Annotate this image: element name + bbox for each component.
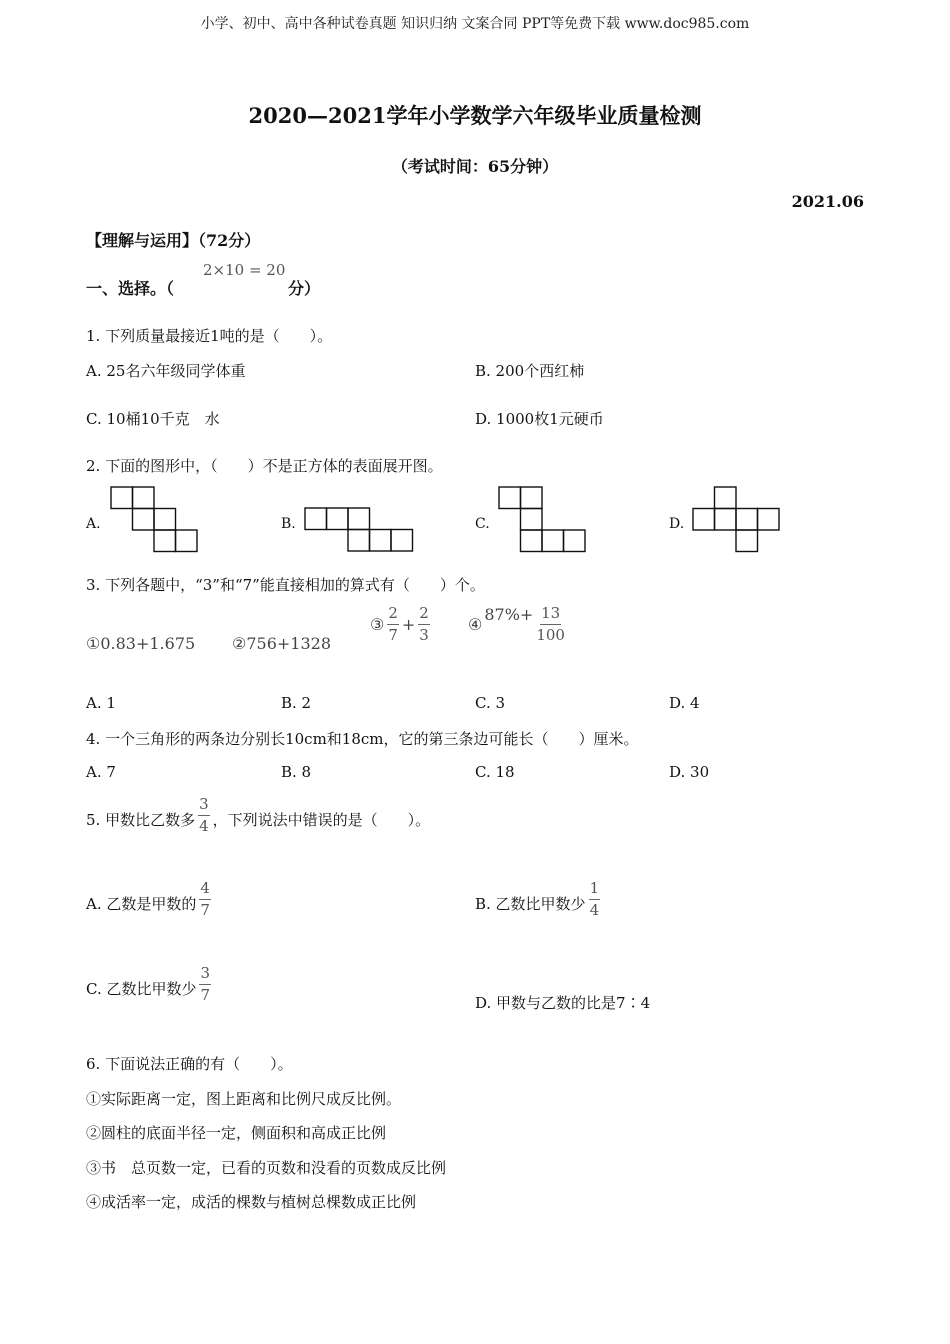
part1-score-suffix: 分） bbox=[288, 279, 321, 298]
net-square bbox=[521, 509, 543, 531]
exam-title: 2020—2021学年小学数学六年级毕业质量检测 bbox=[248, 103, 702, 128]
q3-option-a: A. 1 bbox=[86, 694, 116, 712]
q5-stem bbox=[86, 797, 430, 834]
q1-option-c: C. 10桶10千克 水 bbox=[86, 410, 220, 428]
q3-e3-mark: ③ bbox=[370, 615, 385, 634]
numerator: 2 bbox=[418, 606, 430, 625]
q1-option-d: D. 1000枚1元硬币 bbox=[475, 410, 604, 428]
q6-stem: 6. 下面说法正确的有（ ）。 bbox=[86, 1055, 293, 1073]
net-square bbox=[370, 530, 392, 552]
q4-option-a: A. 7 bbox=[86, 763, 116, 781]
net-square bbox=[305, 508, 327, 530]
fraction bbox=[589, 881, 601, 918]
q5-option-b-text: B. 乙数比甲数少 bbox=[475, 895, 586, 913]
fraction bbox=[418, 606, 430, 643]
net-square bbox=[348, 530, 370, 552]
q5-option-c-text: C. 乙数比甲数少 bbox=[86, 980, 197, 998]
q3-option-c: C. 3 bbox=[475, 694, 506, 712]
numerator: 4 bbox=[199, 881, 211, 900]
denominator: 4 bbox=[589, 901, 600, 919]
q4-stem: 4. 一个三角形的两条边分别长10cm和18cm，它的第三条边可能长（ ）厘米。 bbox=[86, 730, 639, 748]
q2-net-a bbox=[110, 485, 200, 555]
q5-option-b bbox=[475, 881, 600, 918]
net-square bbox=[327, 508, 349, 530]
q2-stem: 2. 下面的图形中，（ ）不是正方体的表面展开图。 bbox=[86, 457, 443, 475]
denominator: 7 bbox=[200, 901, 210, 919]
part1-label: 一、选择。（ bbox=[86, 279, 175, 298]
net-square bbox=[133, 509, 155, 531]
exam-date: 2021.06 bbox=[791, 192, 864, 211]
numerator: 3 bbox=[199, 966, 211, 985]
net-square bbox=[758, 509, 780, 531]
q2-net-d bbox=[692, 485, 784, 555]
net-square bbox=[521, 487, 543, 509]
net-square bbox=[736, 509, 758, 531]
q2-option-a-label: A. bbox=[86, 516, 101, 532]
exam-duration: （考试时间：65分钟） bbox=[391, 157, 559, 176]
net-square bbox=[154, 509, 176, 531]
fraction bbox=[535, 606, 566, 643]
q5-option-a bbox=[86, 881, 211, 918]
net-square bbox=[521, 530, 543, 552]
q1-stem: 1. 下列质量最接近1吨的是（ ）。 bbox=[86, 327, 333, 345]
part1-score-expression: 2×10 = 20 bbox=[203, 261, 286, 279]
q3-expression-4 bbox=[468, 606, 566, 643]
q2-option-c-label: C. bbox=[475, 516, 490, 532]
numerator: 3 bbox=[198, 797, 210, 816]
net-square bbox=[348, 508, 370, 530]
numerator: 2 bbox=[387, 606, 399, 625]
numerator: 1 bbox=[589, 881, 601, 900]
q6-statement-2: ②圆柱的底面半径一定，侧面积和高成正比例 bbox=[86, 1124, 387, 1142]
q3-e4-percent: 87%+ bbox=[484, 605, 534, 624]
q5-option-c bbox=[86, 966, 211, 1003]
numerator: 13 bbox=[540, 606, 561, 625]
net-square bbox=[736, 530, 758, 552]
net-square bbox=[542, 530, 564, 552]
q4-option-c: C. 18 bbox=[475, 763, 515, 781]
q3-e4-mark: ④ bbox=[468, 615, 483, 634]
q5-option-d: D. 甲数与乙数的比是7∶4 bbox=[475, 994, 651, 1012]
q6-statement-4: ④成活率一定，成活的棵数与植树总棵数成正比例 bbox=[86, 1193, 417, 1211]
denominator: 7 bbox=[200, 986, 211, 1004]
plus-sign: + bbox=[401, 615, 416, 634]
q2-net-c bbox=[498, 485, 588, 555]
denominator: 3 bbox=[419, 626, 429, 644]
denominator: 7 bbox=[388, 626, 398, 644]
section-heading: 【理解与运用】（72分） bbox=[86, 231, 261, 250]
q4-option-d: D. 30 bbox=[669, 763, 710, 781]
q2-option-b-label: B. bbox=[281, 516, 296, 532]
q1-option-a: A. 25名六年级同学体重 bbox=[86, 362, 246, 380]
q5-stem-pre: 5. 甲数比乙数多 bbox=[86, 811, 196, 829]
net-square bbox=[391, 530, 413, 552]
q4-option-b: B. 8 bbox=[281, 763, 312, 781]
net-square bbox=[564, 530, 586, 552]
net-square bbox=[111, 487, 133, 509]
fraction bbox=[199, 966, 211, 1003]
net-square bbox=[715, 509, 737, 531]
fraction bbox=[199, 881, 211, 918]
net-square bbox=[154, 530, 176, 552]
q6-statement-1: ①实际距离一定，图上距离和比例尺成反比例。 bbox=[86, 1090, 402, 1108]
page-header: 小学、初中、高中各种试卷真题 知识归纳 文案合同 PPT等免费下载 www.doc985.com bbox=[200, 16, 750, 32]
net-square bbox=[133, 487, 155, 509]
denominator: 4 bbox=[199, 817, 209, 835]
q2-net-b bbox=[304, 506, 416, 554]
q3-option-b: B. 2 bbox=[281, 694, 312, 712]
q3-option-d: D. 4 bbox=[669, 694, 700, 712]
q3-expression-1: ①0.83+1.675 bbox=[86, 634, 196, 653]
fraction bbox=[387, 606, 399, 643]
net-square bbox=[693, 509, 715, 531]
fraction bbox=[198, 797, 210, 834]
q2-option-d-label: D. bbox=[669, 516, 685, 532]
q3-expression-2: ②756+1328 bbox=[232, 634, 332, 653]
q3-stem: 3. 下列各题中，“3”和“7”能直接相加的算式有（ ）个。 bbox=[86, 576, 485, 594]
denominator: 100 bbox=[536, 626, 565, 644]
net-square bbox=[715, 487, 737, 509]
q3-expression-3 bbox=[370, 606, 430, 643]
q5-stem-post: ，下列说法中错误的是（ ）。 bbox=[212, 811, 431, 829]
net-square bbox=[499, 487, 521, 509]
part1-heading bbox=[86, 276, 174, 299]
q1-option-b: B. 200个西红柿 bbox=[475, 362, 585, 380]
q6-statement-3: ③书 总页数一定，已看的页数和没看的页数成反比例 bbox=[86, 1159, 447, 1177]
net-square bbox=[176, 530, 198, 552]
q5-option-a-text: A. 乙数是甲数的 bbox=[86, 895, 197, 913]
